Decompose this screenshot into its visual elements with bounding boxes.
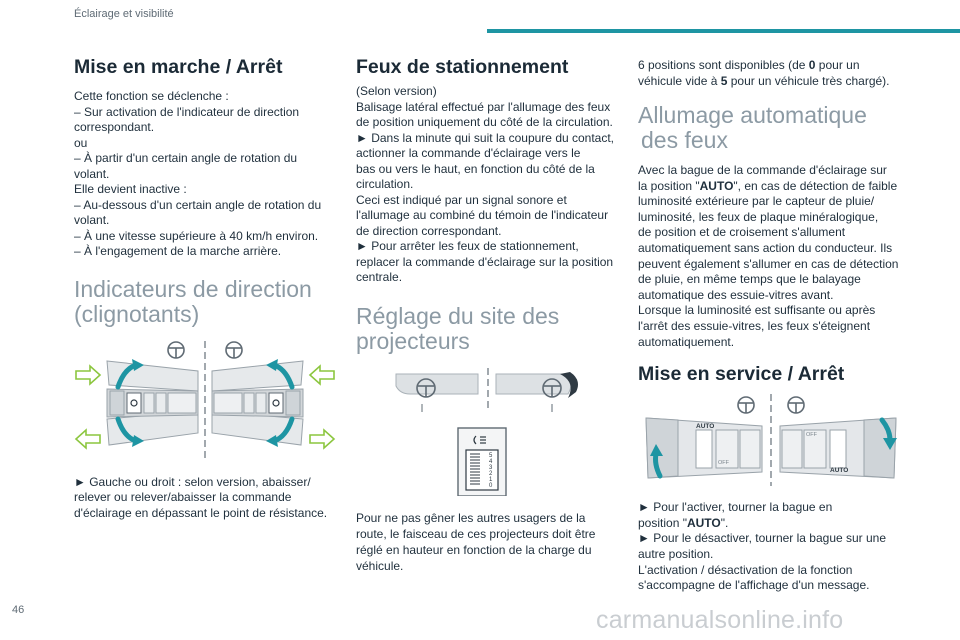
text-line: automatiquement. (638, 334, 735, 349)
section-header: Éclairage et visibilité (74, 8, 174, 20)
text-line: – À partir d'un certain angle de rotation du (74, 151, 298, 165)
text-line: centrale. (356, 270, 403, 284)
text-line: l'arrêt des essuie-vitres, les feux s'éteignent (638, 318, 871, 333)
header-accent-bar (487, 29, 960, 33)
paragraph-feux-stationnement (356, 84, 620, 286)
text-line: véhicule. (356, 558, 404, 573)
text-line: d'éclairage en dépassant le point de résistance. (74, 505, 328, 520)
arrow-left-icon (310, 366, 334, 384)
text-line: actionner la commande d'éclairage vers le (356, 146, 581, 160)
text-line: Ceci est indiqué par un signal sonore et (356, 192, 567, 207)
text-line: – À l'engagement de la marche arrière. (74, 244, 282, 258)
text-line: correspondant. (74, 120, 155, 134)
text-line: s'accompagne de l'affichage d'un message. (638, 578, 870, 593)
heading-line: des feux (641, 127, 728, 153)
text-line: ► Pour le désactiver, tourner la bague sur une (638, 531, 887, 546)
text-line: ► Gauche ou droit : selon version, abaisser/ (74, 474, 311, 489)
text-line: ► Pour l'activer, tourner la bague en (638, 500, 833, 515)
text-line: ► Pour arrêter les feux de stationnement, (356, 239, 579, 253)
column-right (638, 58, 908, 594)
text-line: luminosité, les feux de plaque minéralogique, (638, 209, 879, 224)
auto-lighting-ring-illustration (638, 394, 908, 490)
heading-line: (clignotants) (74, 300, 200, 327)
heading-line: projecteurs (356, 327, 470, 354)
heading-mise-en-marche: Mise en marche / Arrêt (74, 56, 283, 78)
text-line: bas ou vers le haut, en fonction du côté de la (356, 161, 595, 176)
heading-indicateurs (74, 277, 336, 327)
headlamp-adjustment-illustration (356, 368, 620, 496)
text-line: de position uniquement du côté de la circulation. (356, 115, 613, 129)
text-line: luminosité extérieure par le capteur de pluie/ (638, 194, 875, 209)
arrow-right-icon (76, 366, 100, 384)
dial-number: 4 (489, 458, 493, 465)
text-line: – À une vitesse supérieure à 40 km/h environ. (74, 228, 319, 243)
heading-reglage-projecteurs (356, 304, 620, 354)
text-line: position "AUTO". (638, 515, 729, 530)
text-line: autre position. (638, 546, 714, 561)
text-line: 6 positions sont disponibles (de 0 pour un (638, 58, 860, 72)
heading-line: Réglage du site des (356, 302, 560, 329)
left-stalk (107, 361, 198, 445)
text-line: volant. (74, 166, 110, 181)
dial-number: 0 (489, 482, 493, 489)
right-stalk (212, 361, 303, 445)
dial-number: 5 (489, 452, 493, 459)
text-line: – Sur activation de l'indicateur de direction (74, 104, 300, 119)
text-line: Elle devient inactive : (74, 182, 187, 196)
text-line: Balisage latéral effectué par l'allumage des feux (356, 99, 611, 114)
paragraph-reglage-projecteurs (356, 510, 620, 574)
text-line: Avec la bague de la commande d'éclairage sur (638, 163, 887, 177)
steering-wheel-icon (738, 397, 754, 413)
text-line: de pluie, en même temps que le balayage (638, 272, 861, 287)
arrow-right-icon (310, 430, 334, 448)
steering-wheel-icon (788, 397, 804, 413)
text-line: circulation. (356, 177, 414, 191)
text-line: réglé en hauteur en fonction de la charge du (356, 542, 592, 557)
off-label: OFF (806, 432, 817, 439)
paragraph-positions (638, 58, 908, 89)
text-line: de direction correspondant. (356, 223, 502, 238)
column-middle (356, 55, 620, 574)
auto-label: AUTO (830, 467, 849, 475)
heading-feux-stationnement: Feux de stationnement (356, 56, 569, 78)
paragraph-mise-en-marche (74, 89, 336, 260)
watermark: carmanualsonline.info (596, 606, 844, 634)
arrow-left-icon (76, 430, 100, 448)
heading-line: Indicateurs de direction (74, 275, 312, 302)
dial-number: 2 (489, 470, 493, 477)
text-line: ► Dans la minute qui suit la coupure du contact, (356, 130, 615, 145)
steering-wheel-icon (168, 342, 184, 358)
column-left (74, 55, 336, 521)
text-line: ou (74, 135, 88, 150)
text-line: Cette fonction se déclenche : (74, 89, 229, 103)
paragraph-mise-en-service (638, 500, 908, 594)
heading-mise-en-service: Mise en service / Arrêt (638, 363, 845, 386)
text-line: relever ou relever/abaisser la commande (74, 490, 292, 504)
text-line: – Au-dessous d'un certain angle de rotation du (74, 197, 322, 212)
text-line: L'activation / désactivation de la fonction (638, 562, 853, 577)
dial-number: 1 (489, 476, 493, 483)
text-line: volant. (74, 213, 110, 227)
text-line: la position "AUTO", en cas de détection de faible (638, 178, 898, 193)
turn-signal-stalks-illustration (74, 341, 336, 459)
paragraph-indicateurs (74, 475, 336, 522)
paragraph-allumage-auto (638, 163, 908, 350)
text-line: automatique des essuie-vitres avant. (638, 287, 834, 302)
text-line: véhicule vide à 5 pour un véhicule très chargé). (638, 73, 890, 88)
text-line: (Selon version) (356, 84, 437, 98)
text-line: Lorsque la luminosité est suffisante ou après (638, 303, 876, 318)
off-label: OFF (718, 460, 729, 467)
text-line: route, le faisceau de ces projecteurs doit être (356, 526, 596, 541)
auto-label: AUTO (696, 423, 715, 431)
dashboard-left (396, 374, 478, 394)
text-line: Pour ne pas gêner les autres usagers de la (356, 510, 586, 525)
heading-allumage-auto (638, 103, 908, 153)
text-line: peuvent également s'allumer en cas de détection (638, 256, 899, 271)
dial-number: 3 (489, 464, 493, 471)
text-line: de position et de croisement s'allument (638, 225, 846, 240)
text-line: replacer la commande d'éclairage sur la position (356, 254, 614, 269)
steering-wheel-icon (226, 342, 242, 358)
text-line: l'allumage au combiné du témoin de l'indicateur (356, 208, 609, 222)
page-number: 46 (12, 604, 25, 616)
text-line: automatiquement sans action du conducteur. Ils (638, 240, 893, 255)
heading-line: Allumage automatique (638, 102, 867, 128)
